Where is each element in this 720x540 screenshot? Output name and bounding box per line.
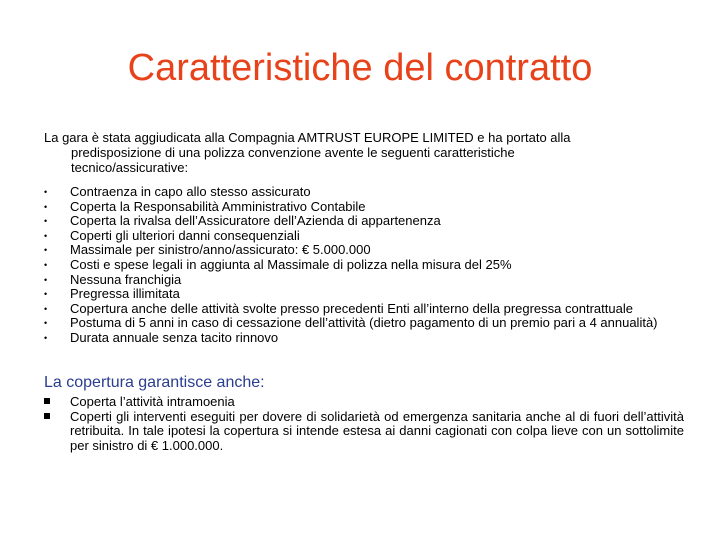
intro-line-3: tecnico/assicurative: [71, 160, 189, 175]
list-item-text: Coperta la rivalsa dell’Assicuratore dell’Azienda di appartenenza [70, 213, 441, 229]
bullet-icon: • [44, 303, 48, 314]
coverage-heading: La copertura garantisce anche: [44, 374, 265, 391]
bullet-icon: • [44, 274, 48, 285]
list-item-text: Pregressa illimitata [70, 286, 180, 302]
bullet-icon: • [44, 259, 48, 270]
square-bullet-icon [44, 413, 50, 419]
intro-paragraph [44, 130, 684, 175]
list-item-text: Costi e spese legali in aggiunta al Massimale di polizza nella misura del 25% [70, 256, 512, 272]
bullet-icon: • [44, 201, 48, 212]
list-item [44, 258, 684, 273]
list-item [44, 331, 684, 346]
coverage-list [44, 395, 684, 453]
list-item-text: Nessuna franchigia [70, 271, 182, 287]
list-item [44, 287, 684, 302]
list-item-text: Coperta la Responsabilità Amministrativo Contabile [70, 198, 366, 214]
bullet-icon: • [44, 245, 48, 256]
square-bullet-icon [44, 398, 50, 404]
list-item [44, 185, 684, 200]
intro-line-1: La gara è stata aggiudicata alla Compagnia AMTRUST EUROPE LIMITED e ha portato alla [44, 130, 571, 145]
list-item [44, 316, 684, 331]
list-item [44, 410, 684, 454]
bullet-icon: • [44, 289, 48, 300]
bullet-icon: • [44, 332, 48, 343]
list-item-text: Coperta l’attività intramoenia [70, 394, 235, 409]
list-item-text: Coperti gli ulteriori danni consequenziali [70, 227, 300, 243]
list-item [44, 273, 684, 288]
list-item-text: Copertura anche delle attività svolte presso precedenti Enti all’interno della pregressa contrattuale [70, 300, 633, 316]
list-item [44, 214, 684, 229]
list-item [44, 229, 684, 244]
bullet-icon: • [44, 230, 48, 241]
list-item-text: Durata annuale senza tacito rinnovo [70, 329, 279, 345]
bullet-icon: • [44, 318, 48, 329]
intro-line-2: predisposizione di una polizza convenzione avente le seguenti caratteristiche [71, 145, 515, 160]
list-item-text: Massimale per sinistro/anno/assicurato: € 5.000.000 [70, 242, 371, 258]
list-item [44, 302, 684, 317]
list-item-text: Contraenza in capo allo stesso assicurato [70, 184, 311, 199]
bullet-icon: • [44, 187, 48, 197]
bullet-icon: • [44, 216, 48, 227]
list-item [44, 243, 684, 258]
list-item [44, 395, 684, 410]
list-item-text: Coperti gli interventi eseguiti per dovere di solidarietà od emergenza sanitaria anche al di fuori dell’attività retribuita. In tale ipotesi la copertura si intende estesa ai danni cagionati con colpa lieve con un sottolimite per sinistro di € 1.000.000. [70, 408, 684, 453]
features-list [44, 185, 684, 346]
list-item-text: Postuma di 5 anni in caso di cessazione dell’attività (dietro pagamento di un premio pari a 4 annualità) [70, 315, 658, 331]
slide-title: Caratteristiche del contratto [127, 47, 593, 89]
list-item [44, 200, 684, 215]
